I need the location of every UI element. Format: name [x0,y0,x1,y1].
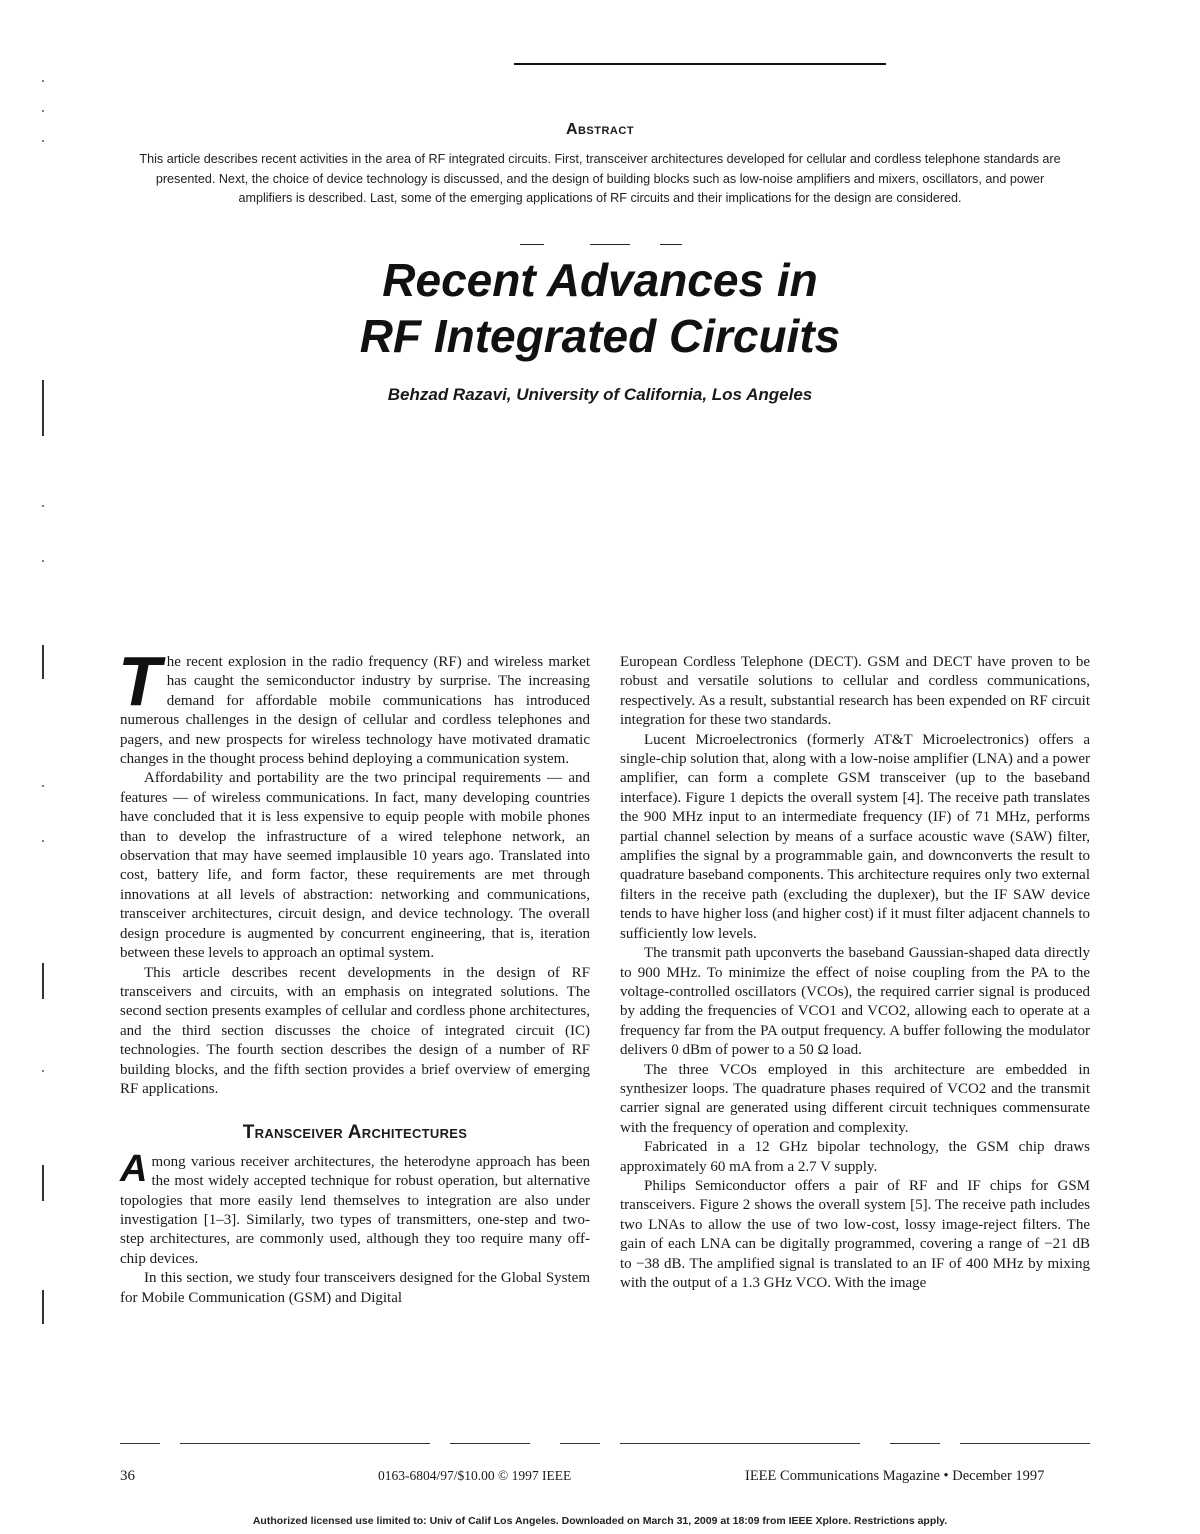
margin-mark [42,1290,44,1324]
paragraph: The transmit path upconverts the baseband Gaussian-shaped data directly to 900 MHz. To minimize the effect of noise coupling from the PA to the voltage-controlled oscillators (VCOs), the required carrier signal is produced by adding the frequencies of VCO1 and VCO2, allowing each to operate at a frequency far from the PA output frequency. A buffer following the modulator delivers 0 dBm of power to a 50 Ω load. [620,945,1090,1059]
margin-dot [42,840,44,842]
abstract-divider [660,244,682,245]
paragraph: Affordability and portability are the two principal requirements — and features — of wireless communications. In fact, many developing countries have concluded that it is less expensive to equip people with mobile phones than to develop the infrastructure of a wired telephone network, an observation that may have seemed implausible 10 years ago. Translated into cost, battery life, and form factor, these requirements are met through innovations at all levels of abstraction: networking and communications, transceiver architectures, circuit design, and device technology. The overall design procedure is augmented by concurrent engineering, that is, iteration between these levels to approach an optimal system. [120,770,590,962]
footer-rule [450,1443,530,1444]
article-title-line-2: RF Integrated Circuits [359,310,841,362]
margin-mark [42,645,44,679]
section-heading: Transceiver Architectures [242,1122,468,1144]
margin-dot [42,140,44,142]
paragraph: Lucent Microelectronics (formerly AT&T Microelectronics) offers a single-chip solution that, along with a low-noise amplifier (LNA) and a power amplifier, can form a complete GSM transceiver (up to the baseband interface). Figure 1 depicts the overall system [4]. The receive path translates the 900 MHz input to an intermediate frequency (IF) of 71 MHz, performs partial channel selection by means of a surface acoustic wave (SAW) filter, amplifies the signal by a programmable gain, and downconverts the result to quadrature baseband components. This architecture requires only two external filters in the receive path (excluding the duplexer), but the IF SAW device tends to have higher loss (and higher cost) if it must filter adjacent channels to sufficiently low levels. [620,731,1090,942]
footer-rule [180,1443,430,1444]
author-line: Behzad Razavi, University of California, Los Angeles [387,385,813,404]
paragraph [120,1147,590,1269]
download-notice: Authorized licensed use limited to: Univ of Calif Los Angeles. Downloaded on March 31, 2009 at 18:09 from IEEE Xplore. Restrictions apply. [252,1515,948,1527]
footer-rule [620,1443,860,1444]
margin-mark [42,380,44,436]
paragraph: Philips Semiconductor offers a pair of RF and IF chips for GSM transceivers. Figure 2 shows the overall system [5]. The receive path includes two LNAs to allow the use of two low-cost, lossy image-reject filters. The gain of each LNA can be digitally programmed, covering a range of −21 dB to −38 dB. The amplified signal is translated to an IF of 400 MHz by mixing with the output of a 1.3 GHz VCO. With the image [620,1177,1090,1291]
abstract-divider [590,244,630,245]
paragraph [118,642,590,769]
margin-dot [42,1070,44,1072]
page-number: 36 [120,1468,135,1484]
margin-dot [42,785,44,787]
paragraph-text: mong various receiver architectures, the heterodyne approach has been the most widely accepted technique for robust operation, but alternative topologies that more easily lend themselves to integration are also under investigation [1–3]. Similarly, two types of transmitters, one-step and two-step architectures, are commonly used, although they too require many off-chip devices. [120,1153,590,1267]
margin-dot [42,80,44,82]
top-rule [514,63,886,65]
copyright-line: 0163-6804/97/$10.00 © 1997 IEEE [378,1468,572,1483]
footer-rule [890,1443,940,1444]
abstract-text: This article describes recent activities in the area of RF integrated circuits. First, transceiver architectures developed for cellular and cordless telephone standards are presented. Next, the choice of device technology is discussed, and the design of building blocks such as low-noise amplifiers and mixers, oscillators, and power amplifiers is described. Last, some of the emerging applications of RF circuits and their implications for the design are considered. [139,152,1061,205]
journal-line: IEEE Communications Magazine • December 1997 [745,1468,1045,1484]
paragraph: This article describes recent developments in the design of RF transceivers and circuits, with an emphasis on integrated solutions. The second section presents examples of cellular and cordless phone architectures, and the third section discusses the choice of integrated circuit (IC) technologies. The fourth section describes the design of a number of RF building blocks, and the fifth section provides a brief overview of emerging RF applications. [120,964,590,1097]
paragraph: The three VCOs employed in this architecture are embedded in synthesizer loops. The quadrature phases required of VCO2 and the transmit carrier signal are generated using different circuit techniques commensurate with the frequency of operation and complexity. [620,1061,1090,1136]
paragraph: In this section, we study four transceivers designed for the Global System for Mobile Communication (GSM) and Digital [120,1270,590,1306]
right-column [620,653,1090,1293]
article-title [0,252,1200,364]
paragraph-text: he recent explosion in the radio frequency (RF) and wireless market has caught the semiconductor industry by surprise. The increasing demand for affordable mobile communications has introduced numerous challenges in the design of cellular and cordless telephones and pagers, and new prospects for wireless technology have motivated dramatic changes in the thought process behind deploying a communication system. [120,654,590,768]
abstract-heading: Abstract [565,121,635,138]
margin-mark [42,1165,44,1201]
margin-dot [42,110,44,112]
margin-mark [42,963,44,999]
drop-cap: T [118,642,161,720]
paragraph: Fabricated in a 12 GHz bipolar technology, the GSM chip draws approximately 60 mA from a 2.7 V supply. [620,1139,1090,1175]
margin-dot [42,505,44,507]
article-title-line-1: Recent Advances in [382,254,818,306]
footer-rule [120,1443,160,1444]
left-column [118,642,590,1308]
abstract-divider [520,244,544,245]
footer-rule [560,1443,600,1444]
paragraph: European Cordless Telephone (DECT). GSM and DECT have proven to be robust and versatile solutions to cellular and cordless communications, respectively. As a result, substantial research has been expended on RF circuit integration for these two standards. [620,654,1090,729]
margin-dot [42,560,44,562]
footer-rule [960,1443,1090,1444]
drop-cap: A [120,1147,148,1190]
